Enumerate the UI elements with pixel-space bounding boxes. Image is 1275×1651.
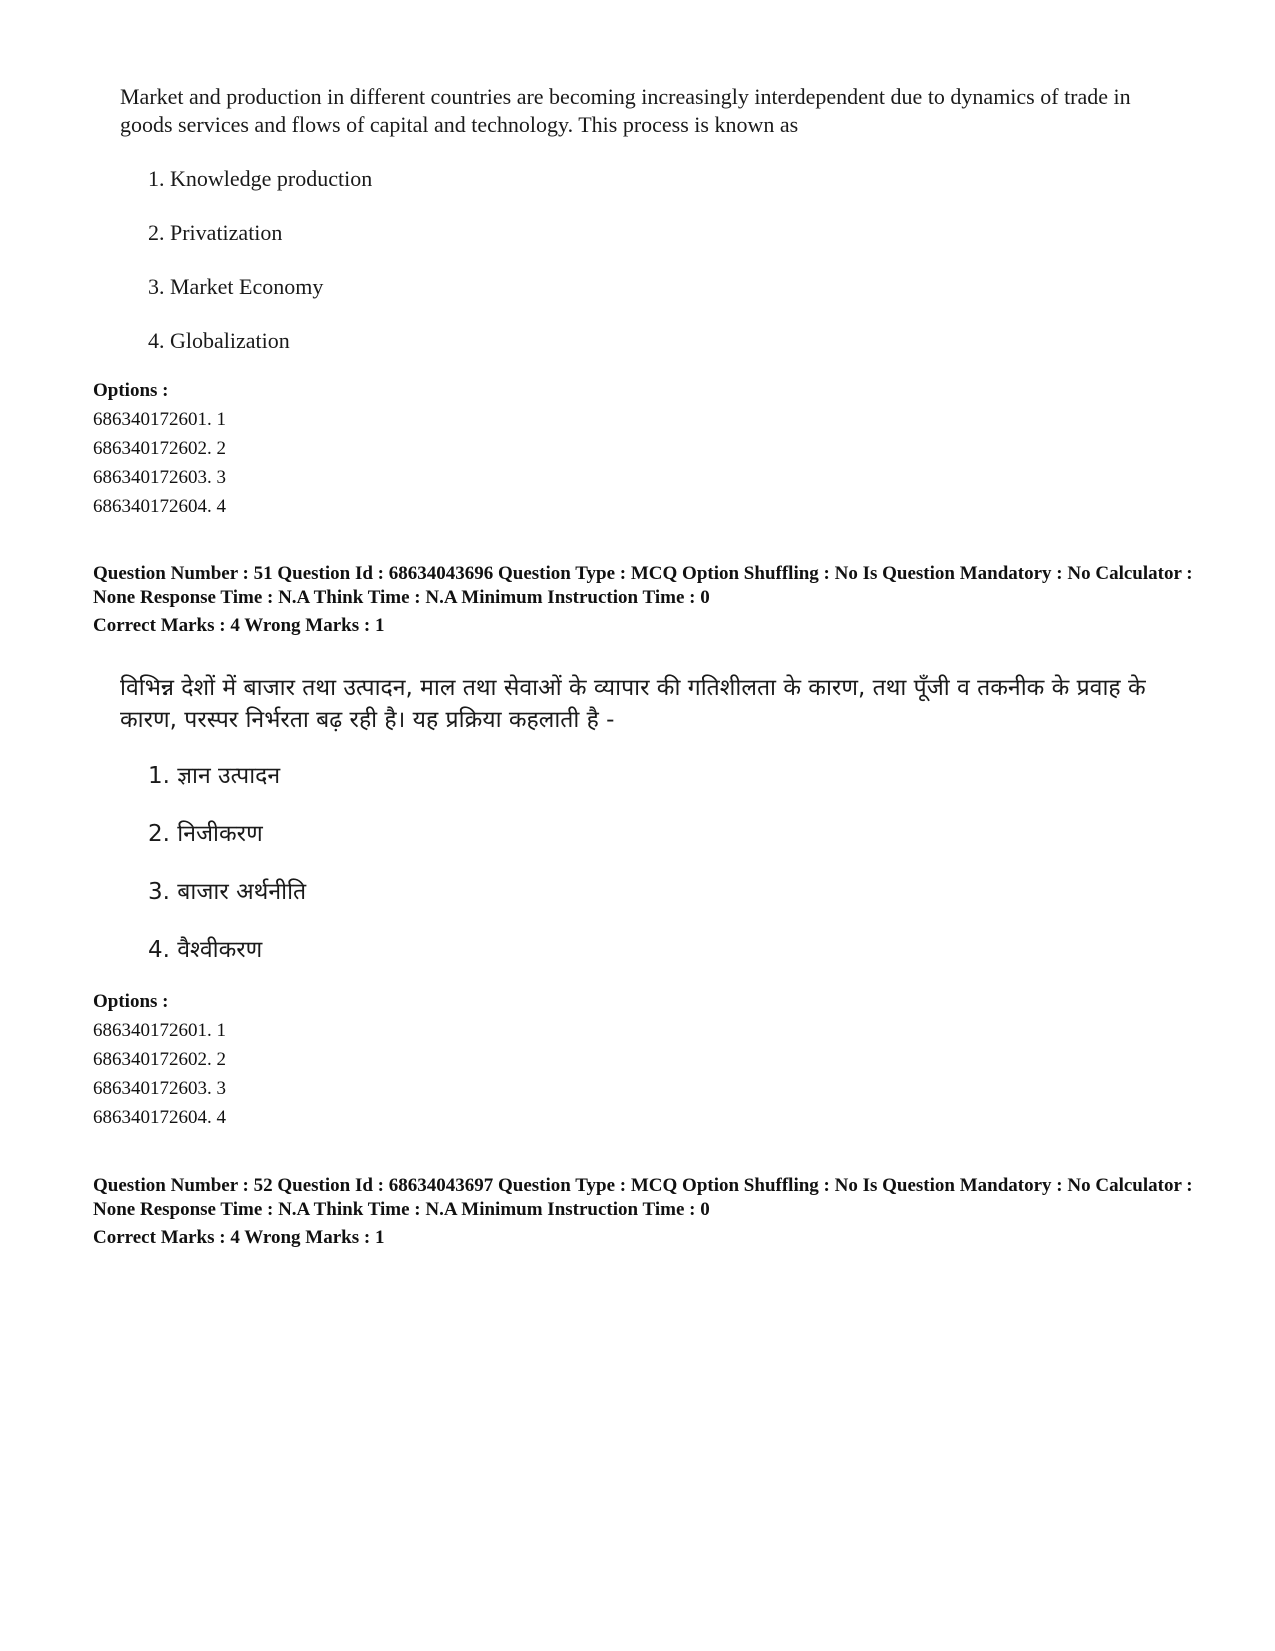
- question-meta-details: Question Number : 52 Question Id : 68634043697 Question Type : MCQ Option Shuffling : No Is Question Mandatory : No Calculator : None Response Time : N.A Think Time : N.A Minimum Instruction Time : 0: [93, 1175, 1193, 1220]
- choice-item: 3. Market Economy: [148, 274, 324, 299]
- choice-item: 2. निजीकरण: [148, 821, 263, 847]
- question-text-english: Market and production in different countries are becoming increasingly interdependent due to dynamics of trade in goods services and flows of capital and technology. This process is known as: [120, 84, 1131, 137]
- option-id: 686340172602. 2: [93, 1049, 226, 1070]
- option-id: 686340172604. 4: [93, 1107, 226, 1128]
- option-id: 686340172603. 3: [93, 1078, 226, 1099]
- choice-item: 3. बाजार अर्थनीति: [148, 879, 307, 905]
- option-id: 686340172603. 3: [93, 467, 226, 488]
- question-meta: [93, 562, 1203, 638]
- options-label: Options :: [93, 991, 169, 1012]
- options-block: [93, 987, 226, 1132]
- option-id: 686340172601. 1: [93, 409, 226, 430]
- choice-item: 4. Globalization: [148, 328, 290, 353]
- option-id: 686340172602. 2: [93, 438, 226, 459]
- options-block: [93, 376, 226, 521]
- choice-item: 1. Knowledge production: [148, 166, 373, 191]
- question-marks: Correct Marks : 4 Wrong Marks : 1: [93, 615, 385, 636]
- question-meta-details: Question Number : 51 Question Id : 68634043696 Question Type : MCQ Option Shuffling : No Is Question Mandatory : No Calculator : None Response Time : N.A Think Time : N.A Minimum Instruction Time : 0: [93, 563, 1193, 608]
- question-marks: Correct Marks : 4 Wrong Marks : 1: [93, 1227, 385, 1248]
- option-id: 686340172601. 1: [93, 1020, 226, 1041]
- choice-list-english: [148, 165, 372, 381]
- question-meta: [93, 1174, 1203, 1250]
- choice-item: 1. ज्ञान उत्पादन: [148, 763, 281, 789]
- choice-list-hindi: [148, 762, 306, 994]
- choice-item: 4. वैश्वीकरण: [148, 937, 263, 963]
- question-text-hindi: विभिन्न देशों में बाजार तथा उत्पादन, माल तथा सेवाओं के व्यापार की गतिशीलता के कारण, तथा पूँजी व तकनीक के प्रवाह के कारण, परस्पर निर्भरता बढ़ रही है। यह प्रक्रिया कहलाती है -: [120, 675, 1146, 733]
- option-id: 686340172604. 4: [93, 496, 226, 517]
- options-label: Options :: [93, 380, 169, 401]
- choice-item: 2. Privatization: [148, 220, 283, 245]
